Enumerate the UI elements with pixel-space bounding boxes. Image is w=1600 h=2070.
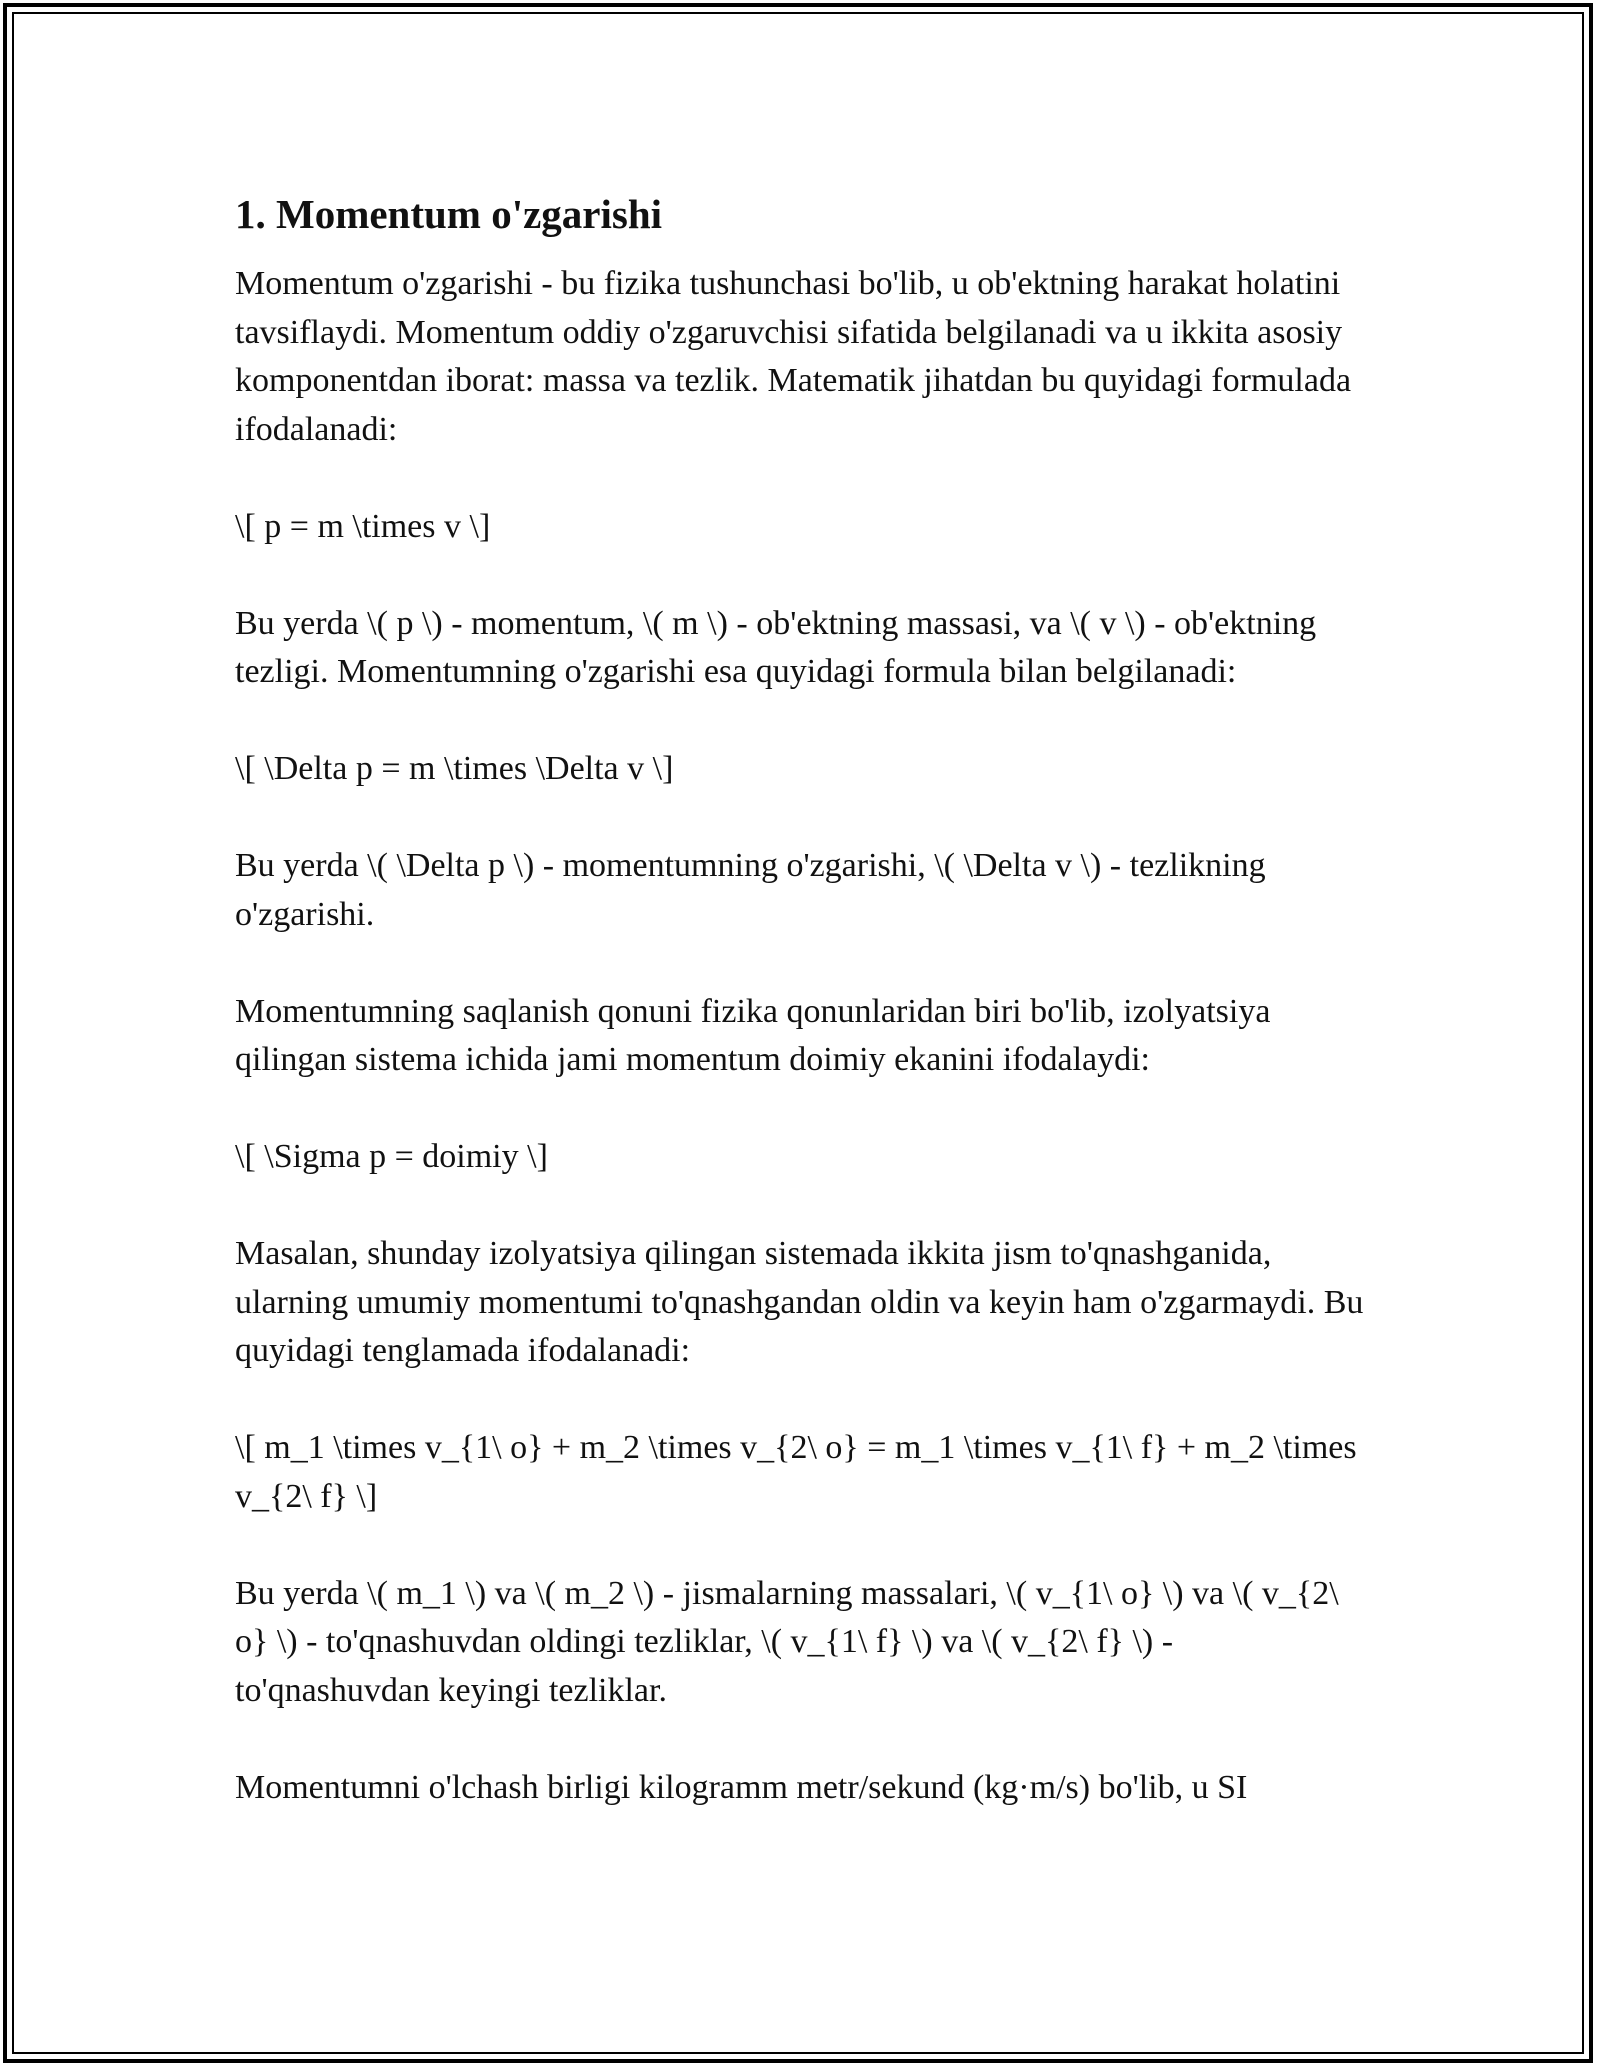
formula-collision: \[ m_1 \times v_{1\ o} + m_2 \times v_{2\ o} = m_1 \times v_{1\ f} + m_2 \times v_{2\ f} \] xyxy=(235,1429,1357,1515)
paragraph-conservation-law: Momentumning saqlanish qonuni fizika qonunlaridan biri bo'lib, izolyatsiya qilingan sistema ichida jami momentum doimiy ekanini ifodalaydi: xyxy=(235,992,1271,1078)
document-body xyxy=(235,188,1375,1812)
paragraph-collision-definitions: Bu yerda \( m_1 \) va \( m_2 \) - jismalarning massalari, \( v_{1\ o} \) va \( v_{2\ o} \) - to'qnashuvdan oldingi tezliklar, \( v_{1\ f} \) va \( v_{2\ f} \) - to'qnashuvdan keyingi tezliklar. xyxy=(235,1574,1339,1709)
paragraph-units: Momentumni o'lchash birligi kilogramm metr/sekund (kg·m/s) bo'lib, u SI xyxy=(235,1768,1248,1806)
formula-momentum: \[ p = m \times v \] xyxy=(235,507,491,545)
paragraph-intro: Momentum o'zgarishi - bu fizika tushunchasi bo'lib, u ob'ektning harakat holatini tavsiflaydi. Momentum oddiy o'zgaruvchisi sifatida belgilanadi va u ikkita asosiy komponentdan iborat: massa va tezlik. Matematik jihatdan bu quyidagi formulada ifodalanadi: xyxy=(235,265,1352,448)
paragraph-collision-example: Masalan, shunday izolyatsiya qilingan sistemada ikkita jism to'qnashganida, ularning umumiy momentumi to'qnashgandan oldin va keyin ham o'zgarmaydi. Bu quyidagi tenglamada ifodalanadi: xyxy=(235,1235,1364,1369)
paragraph-delta-definitions: Bu yerda \( \Delta p \) - momentumning o'zgarishi, \( \Delta v \) - tezlikning o'zgarishi. xyxy=(235,847,1266,933)
paragraph-definitions: Bu yerda \( p \) - momentum, \( m \) - ob'ektning massasi, va \( v \) - ob'ektning tezligi. Momentumning o'zgarishi esa quyidagi formula bilan belgilanadi: xyxy=(235,604,1317,690)
section-title: 1. Momentum o'zgarishi xyxy=(235,191,663,237)
formula-conservation: \[ \Sigma p = doimiy \] xyxy=(235,1138,548,1175)
formula-momentum-change: \[ \Delta p = m \times \Delta v \] xyxy=(235,750,674,787)
